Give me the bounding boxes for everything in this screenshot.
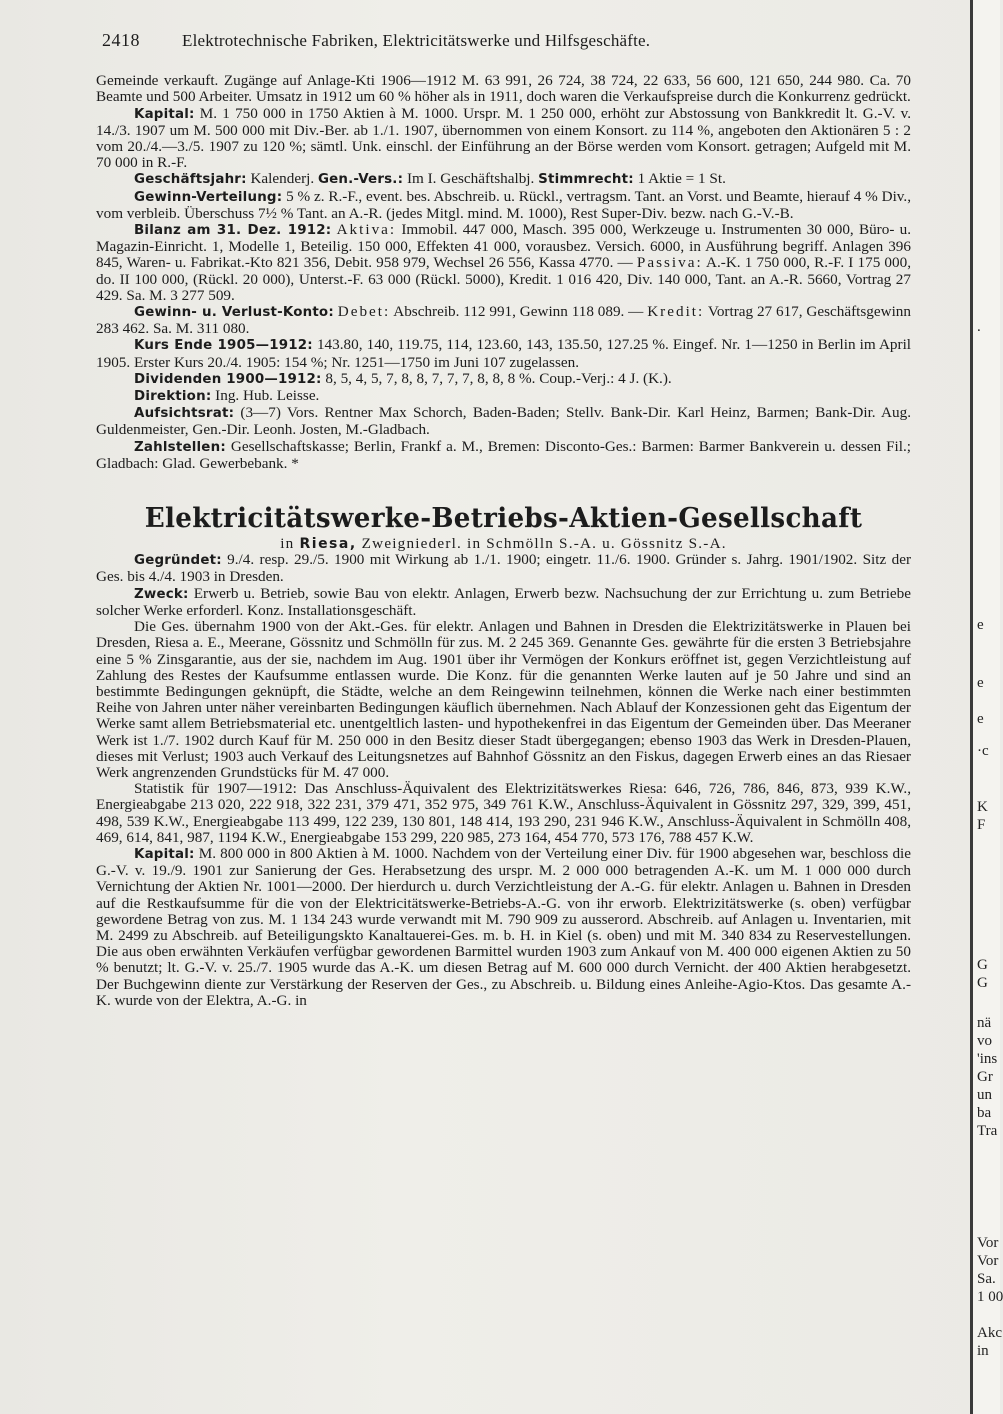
entry1-passiva-word: Passiva: <box>636 254 703 272</box>
entry1-aufsichtsrat-text: (3—7) Vors. Rentner Max Schorch, Baden-Baden; Stellv. Bank-Dir. Karl Heinz, Barmen; Bank-Dir. Aug. Guldenmeister, Gen.-Dir. Leonh. Josten, M.-Gladbach. <box>96 404 911 439</box>
margin-fragment: F <box>977 817 986 833</box>
entry1-intro: Gemeinde verkauft. Zugänge auf Anlage-Kti 1906—1912 M. 63 991, 26 724, 38 724, 22 633, 56 600, 121 650, 244 980. Ca. 70 Beamte und 500 Arbeiter. Umsatz in 1912 um 60 % höher als in 1911, doch waren die Verkaufspreise durch die Konkurrenz gedrückt. <box>96 72 911 106</box>
margin-fragment: nä <box>977 1015 992 1031</box>
entry1-bilanz <box>96 222 911 304</box>
entry1-dividenden-label: Dividenden 1900—1912: <box>134 371 322 387</box>
entry1-direktion-label: Direktion: <box>134 389 212 405</box>
entry1-kurs <box>96 337 911 370</box>
margin-fragment: . <box>977 319 981 335</box>
entry1-bilanz-label: Bilanz am 31. Dez. 1912: <box>134 223 332 239</box>
entry2-gegruendet-text: 9./4. resp. 29./5. 1900 mit Wirkung ab 1./1. 1900; eingetr. 11./6. 1900. Gründer s. Jahrg. 1901/1902. Sitz der Ges. bis 4./4. 1903 in Dresden. <box>96 551 911 586</box>
margin-fragment: e <box>977 675 984 691</box>
entry2-zweck-label: Zweck: <box>134 586 189 602</box>
entry1-gewinnverteilung-label: Gewinn-Verteilung: <box>134 189 283 205</box>
entry1-aktiva-word: Aktiva: <box>336 221 397 239</box>
entry2-kapital-text: M. 800 000 in 800 Aktien à M. 1000. Nachdem von der Verteilung einer Div. für 1900 abgesehen war, beschloss die G.-V. v. 19./9. 1901 zur Sanierung der Ges. Herabsetzung des urspr. M. 2 000 000 betragenden A.-K. um M. 1 000 000 durch Vernichtung der Aktien Nr. 1001—2000. Der hierdurch u. durch Verzichtleistung der A.-G. für elektr. Anlagen u. Bahnen in Dresden auf die Restkaufsumme für die von der Elektricitätswerke-Betriebs-A.-G. von ihr erworb. Elektrizitätswerke (s. oben) verfügbar gewordene Betrag von zus. M. 1 134 243 wurde verwandt mit M. 790 909 zu ausserord. Abschreib. auf Anlagen u. Inventarien, mit M. 2499 zu Abschreib. auf Beteiligungskto Kanaltauerei-Ges. m. b. H. in Kiel (s. oben) und mit M. 340 834 zu Reservestellungen. Die aus oben erwähnten Verkäufen verfügbar gewordenen Barmittel wurden 1903 zum Ankauf von M. 400 000 eigenen Aktien zu 50 % benutzt; lt. G.-V. v. 25./7. 1905 wurde das A.-K. um diesen Betrag auf M. 600 000 durch Vernicht. der 400 Aktien herabgesetzt. Der Buchgewinn diente zur Verstärkung der Reserven der Ges., zu Abschreib. u. Bildung eines Anleihe-Agio-Ktos. Das gesamte A.-K. wurde von der Elektra, A.-G. in <box>96 844 911 1009</box>
company-subtitle <box>96 536 911 552</box>
margin-fragment: Vor <box>977 1235 999 1251</box>
entry1-kapital-label: Kapital: <box>134 106 195 122</box>
entry1-guv <box>96 304 911 337</box>
entry1-aktiva-text: Immobil. 447 000, Masch. 395 000, Werkzeuge u. Instrumenten 30 000, Büro- u. Magazin-Einricht. 1, Modelle 1, Beteilig. 150 000, Effekten 41 000, vorausbez. Versich. 6000, in Ausführung begriff. Anlagen 396 845, Waren- u. Fabrikat.-Kto 821 356, Debit. 958 979, Wechsel 26 556, Kassa 4770. — <box>96 221 912 272</box>
margin-fragment: G <box>977 957 988 973</box>
margin-fragment: Gr <box>977 1069 993 1085</box>
margin-fragment: Sa. <box>977 1271 996 1287</box>
entry1-aufsichtsrat <box>96 405 911 438</box>
entry1-zahlstellen-text: Gesellschaftskasse; Berlin, Frankf a. M., Bremen: Disconto-Ges.: Barmen: Barmer Bankverein u. dessen Fil.; Gladbach: Glad. Gewerbebank. * <box>96 437 911 472</box>
margin-fragment: 1 00 <box>977 1289 1003 1305</box>
entry2-zweck-text: Erwerb u. Betrieb, sowie Bau von elektr. Anlagen, Erwerb bezw. Nachsuchung der zur Errichtung u. zum Betriebe solcher Werke erforderl. Konz. Installationsgeschäft. <box>96 584 911 619</box>
entry1-geschaeftsjahr <box>96 171 911 188</box>
entry1-kapital-text: M. 1 750 000 in 1750 Aktien à M. 1000. Urspr. M. 1 250 000, erhöht zur Abstossung von Bankkredit lt. G.-V. v. 14./3. 1907 um M. 500 000 mit Div.-Ber. ab 1./1. 1907, übernommen von einem Konsort. zu 114 %, angeboten den Aktionären 5 : 2 vom 20./4.—3./5. 1907 zu 120 %; sämtl. Unk. einschl. der Einführung an der Börse werden vom Konsort. getragen; Aufgeld mit M. 70 000 in R.-F. <box>96 104 911 172</box>
entry1-kurs-text: 143.80, 140, 119.75, 114, 123.60, 143, 135.50, 127.25 %. Eingef. Nr. 1—1250 in Berlin im April 1905. Erster Kurs 20./4. 1905: 154 %; Nr. 1251—1750 im Juni 107 zugelassen. <box>96 336 912 371</box>
entry1-stimmrecht-text: 1 Aktie = 1 St. <box>637 170 726 188</box>
entry1-kurs-label: Kurs Ende 1905—1912: <box>134 338 313 354</box>
margin-fragment: ba <box>977 1105 992 1121</box>
margin-fragment: vo <box>977 1033 992 1049</box>
entry1-direktion <box>96 388 911 405</box>
entry1-kapital <box>96 106 911 172</box>
entry2-kapital-label: Kapital: <box>134 846 195 862</box>
margin-fragment: G <box>977 975 988 991</box>
entry1-direktion-text: Ing. Hub. Leisse. <box>215 387 320 405</box>
margin-fragment: ·c <box>977 743 989 759</box>
company-title: Elektricitätswerke-Betriebs-Aktien-Gesellschaft <box>144 503 863 535</box>
company-subtitle-prefix: in <box>280 535 295 553</box>
entry1-geschaeftsjahr-text: Kalenderj. <box>250 170 315 188</box>
page-header <box>102 32 911 49</box>
entry2-kapital <box>96 846 911 1009</box>
entry2-gegruendet <box>96 552 911 585</box>
entry1-genvers-text: Im I. Geschäftshalbj. <box>406 170 535 188</box>
running-title: Elektrotechnische Fabriken, Elektricitätswerke und Hilfsgeschäfte. <box>182 31 651 50</box>
entry1-debet-word: Debet: <box>337 303 391 321</box>
entry1-aufsichtsrat-label: Aufsichtsrat: <box>134 406 235 422</box>
margin-fragment: in <box>977 1343 989 1359</box>
margin-fragment: Akc <box>977 1325 1002 1341</box>
page-number: 2418 <box>102 30 140 50</box>
entry1-stimmrecht-label: Stimmrecht: <box>538 172 634 188</box>
margin-fragment: e <box>977 711 984 727</box>
entry2-statistik: Statistik für 1907—1912: Das Anschluss-Äquivalent des Elektrizitätswerkes Riesa: 646, 726, 786, 846, 873, 939 K.W., Energieabgabe 213 020, 222 918, 322 231, 379 471, 352 975, 349 761 K.W., Anschluss-Äquivalent in Gössnitz 297, 329, 399, 451, 498, 539 K.W., Energieabgabe 113 499, 122 239, 130 801, 148 414, 193 290, 231 946 K.W., Anschluss-Äquivalent in Schmölln 408, 469, 614, 841, 987, 1194 K.W., Energieabgabe 153 299, 220 985, 273 164, 454 770, 573 176, 788 457 K.W. <box>96 780 911 846</box>
entry2-gegruendet-label: Gegründet: <box>134 553 222 569</box>
entry1-dividenden <box>96 371 911 388</box>
company-subtitle-rest: Zweigniederl. in Schmölln S.-A. u. Gössnitz S.-A. <box>361 535 727 553</box>
company-subtitle-city: Riesa, <box>299 536 357 553</box>
adjacent-page-strip <box>973 0 1003 1414</box>
margin-fragment: Tra <box>977 1123 998 1139</box>
entry1-gewinnverteilung-text: 5 % z. R.-F., event. bes. Abschreib. u. Rückl., vertragsm. Tant. an Vorst. und Beamte, hierauf 4 % Div., vom verbleib. Überschuss 7½ % Tant. an A.-R. (jedes Mitgl. mind. M. 1000), Rest Super-Div. bezw. nach G.-V.-B. <box>96 187 911 222</box>
entry2-history: Die Ges. übernahm 1900 von der Akt.-Ges. für elektr. Anlagen und Bahnen in Dresden die Elektrizitätswerke in Plauen bei Dresden, Riesa a. E., Meerane, Gössnitz und Schmölln für zus. M. 2 245 369. Genannte Ges. gewährte für die ersten 3 Betriebsjahre eine 5 % Zinsgarantie, aus der sie, nachdem im Aug. 1901 über ihr Vermögen der Konkurs eröffnet ist, gegen Verzichtleistung auf Zahlung des Restes der Kaufsumme entlassen wurde. Die Konz. für die genannten Werke lauten auf je 50 Jahre und sind an bestimmte Bedingungen geknüpft, die Städte, welche an dem Reingewinn teilnehmen, können die Werke nach einer bestimmten Reihe von Jahren unter näher vereinbarten Bedingungen käuflich übernehmen. Nach Ablauf der Konzessionen geht das Eigentum der Werke samt allem Betriebsmaterial etc. unentgeltlich lasten- und hypothekenfrei in das Eigentum der Gemeinden über. Das Meeraner Werk ist 1./7. 1902 durch Kauf für M. 250 000 in den Besitz dieser Stadt übergegangen; ebenso 1903 das Werk in Dresden-Plauen, dieses mit Verlust; 1903 auch Verkauf des Leitungsnetzes auf Bahnhof Gössnitz an den Fiskus, dagegen Erwerb eines an das Riesaer Werk angrenzenden Grundstücks für M. 47 000. <box>96 618 911 781</box>
entry1-geschaeftsjahr-label: Geschäftsjahr: <box>134 172 247 188</box>
margin-fragment: 'ins <box>977 1051 998 1067</box>
margin-fragment: K <box>977 799 988 815</box>
entry1-guv-label: Gewinn- u. Verlust-Konto: <box>134 305 334 321</box>
entry1-gewinnverteilung <box>96 189 911 222</box>
entry1-kredit-word: Kredit: <box>647 303 705 321</box>
entry1-passiva-text: A.-K. 1 750 000, R.-F. I 175 000, do. II 100 000, (Rückl. 20 000), Unterst.-F. 63 000 (Rückl. 5000), Kredit. 1 016 420, Div. 140 000, Tant. an A.-R. 5660, Vortrag 27 429. Sa. M. 3 277 509. <box>96 254 912 304</box>
entry1-dividenden-text: 8, 5, 4, 5, 7, 8, 8, 7, 7, 7, 8, 8, 8 %. Coup.-Verj.: 4 J. (K.). <box>325 369 672 387</box>
entry2-zweck <box>96 586 911 619</box>
margin-fragment: Vor <box>977 1253 999 1269</box>
entry1-genvers-label: Gen.-Vers.: <box>317 172 404 188</box>
entry1-debet-text: Abschreib. 112 991, Gewinn 118 089. — <box>393 303 644 321</box>
entry1-kredit-text: Vortrag 27 617, Geschäftsgewinn 283 462. Sa. M. 311 080. <box>96 303 911 338</box>
entry1-zahlstellen <box>96 439 911 472</box>
page-content <box>96 32 911 1009</box>
margin-fragment: e <box>977 617 984 633</box>
entry1-zahlstellen-label: Zahlstellen: <box>134 439 226 455</box>
margin-fragment: un <box>977 1087 992 1103</box>
